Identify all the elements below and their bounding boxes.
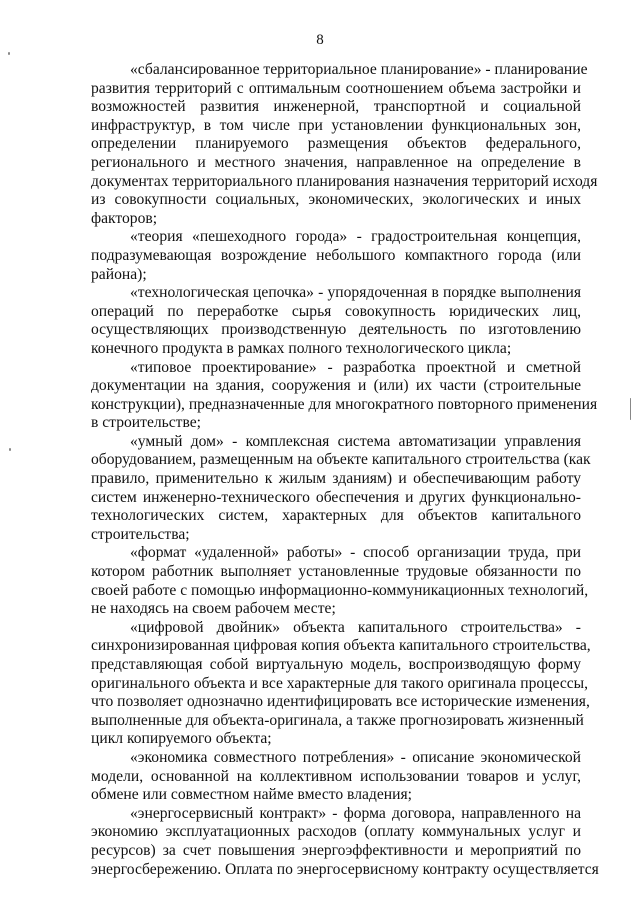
text-line: документах территориального планирования назначения территорий исходя [91, 172, 598, 190]
text-line: представляющая собой виртуальную модель, воспроизводящую форму [91, 656, 581, 673]
text-line: систем инженерно-технического обеспечения и других функционально- [91, 488, 581, 506]
text-line: «цифровой двойник» объекта капитального строительства» - [130, 618, 581, 636]
text-line: «умный дом» - комплексная система автоматизации управления [130, 432, 581, 450]
text-line: обмене или совместном найме вместо владения; [91, 786, 412, 804]
text-line: в строительстве; [91, 414, 202, 432]
text-line: своей работе с помощью информационно-коммуникационных технологий, [91, 581, 589, 599]
text-line: «сбалансированное территориальное планирование» - планирование [130, 61, 588, 78]
text-line: конструкции), предназначенные для многократного повторного применения [91, 395, 598, 413]
text-line: что позволяет однозначно идентифицировать все исторические изменения, [91, 693, 590, 711]
text-line: «формат «удаленной» работы» - способ организации труда, при [130, 544, 581, 562]
text-line: оригинального объекта и все характерные для такого оригинала процессы, [91, 674, 589, 692]
paragraph [91, 544, 589, 618]
text-line: строительства; [91, 525, 190, 543]
text-line: регионального и местного значения, направленное на определение в [91, 153, 581, 171]
text-line: операций по переработке сырья совокупность юридических лиц, [91, 302, 581, 320]
text-line: осуществляющих производственную деятельность по изготовлению [91, 321, 581, 339]
paragraph [91, 749, 581, 805]
paragraph [91, 61, 598, 228]
page-number: 8 [316, 32, 324, 48]
document-body [91, 61, 599, 879]
text-line: оборудованием, размещенным на объекте капитального строительства (как [91, 451, 591, 469]
text-line: модели, основанной на коллективном использовании товаров и услуг, [91, 767, 581, 785]
text-line: подразумевающая возрождение небольшого компактного города (или [91, 246, 581, 264]
paragraph [91, 804, 599, 879]
text-line: документации на здания, сооружения и (или) их части (строительные [91, 377, 581, 395]
text-line: «теория «пешеходного города» - градостроительная концепция, [130, 228, 581, 246]
text-line: из совокупности социальных, экономических, экологических и иных [91, 191, 581, 209]
paragraph [91, 432, 591, 545]
text-line: правило, применительно к жилым зданиям) и обеспечивающим работу [91, 470, 581, 488]
text-line: определении планируемого размещения объектов федерального, [91, 135, 581, 153]
text-line: выполненные для объекта-оригинала, а также прогнозировать жизненный [91, 711, 584, 729]
text-line: технологических систем, характерных для объектов капитального [91, 507, 581, 525]
paragraph [91, 618, 591, 749]
paragraph [91, 358, 598, 433]
scan-artifact [9, 448, 11, 451]
text-line: котором работник выполняет установленные трудовые обязанности по [91, 563, 581, 581]
text-line: возможностей развития инженерной, транспортной и социальной [91, 98, 581, 116]
text-line: ресурсов) за счет повышения энергоэффективности и мероприятий по [91, 841, 581, 859]
scan-artifact [8, 52, 10, 55]
text-line: конечного продукта в рамках полного технологического цикла; [91, 339, 512, 357]
text-line: «энергосервисный контракт» - форма договора, направленного на [130, 804, 581, 822]
text-line: не находясь на своем рабочем месте; [91, 600, 336, 618]
text-line: «типовое проектирование» - разработка проектной и сметной [130, 358, 581, 376]
text-line: инфраструктур, в том числе при установлении функциональных зон, [91, 116, 581, 134]
text-line: развития территорий с оптимальным соотношением объема застройки и [91, 79, 581, 97]
text-line: «технологическая цепочка» - упорядоченная в порядке выполнения [130, 284, 581, 302]
text-line: экономию эксплуатационных расходов (оплату коммунальных услуг и [91, 823, 581, 841]
paragraph [91, 284, 581, 358]
scan-artifact [630, 398, 631, 420]
text-line: синхронизированная цифровая копия объекта капитального строительства, [91, 637, 591, 655]
text-line: района); [91, 265, 147, 283]
paragraph [91, 228, 581, 284]
text-line: цикл копируемого объекта; [91, 730, 272, 748]
text-line: «экономика совместного потребления» - описание экономической [130, 748, 581, 766]
text-line: факторов; [91, 209, 158, 227]
text-line: энергосбережению. Оплата по энергосервисному контракту осуществляется [91, 860, 599, 878]
